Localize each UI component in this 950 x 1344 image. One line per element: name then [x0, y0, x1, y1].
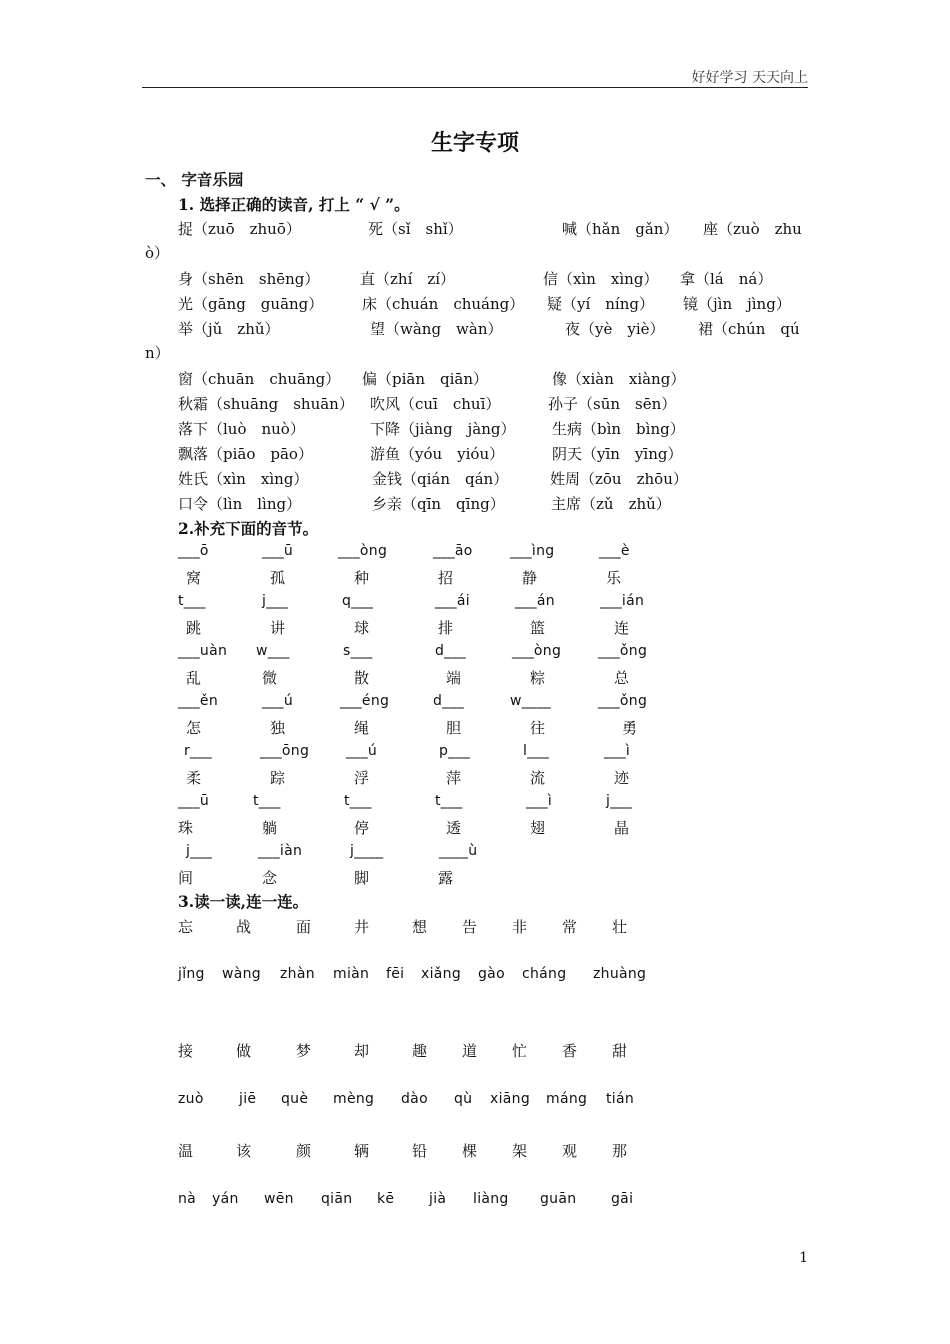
match-character: 架	[512, 1142, 528, 1160]
syllable-blank: ___ōng	[260, 743, 310, 759]
syllable-blank: ___ěn	[178, 693, 218, 709]
q1-wrap-continuation: ò）	[145, 244, 170, 262]
pinyin-choice: 孙子（sūn sēn）	[548, 395, 677, 413]
match-character: 却	[354, 1042, 370, 1060]
syllable-blank: j___	[262, 593, 289, 609]
match-pinyin: fēi	[386, 966, 405, 982]
character: 排	[438, 619, 454, 637]
match-pinyin: xiāng	[490, 1091, 531, 1107]
character: 种	[354, 569, 370, 587]
syllable-blank: ___ū	[178, 793, 210, 809]
header-motto: 好好学习 天天向上	[691, 70, 808, 86]
match-pinyin: liàng	[473, 1191, 509, 1207]
match-pinyin: qiān	[321, 1191, 353, 1207]
pinyin-choice: 床（chuán chuáng）	[362, 295, 525, 313]
match-character: 忘	[178, 918, 194, 936]
character: 乐	[606, 569, 622, 587]
pinyin-choice: 阴天（yīn yīng）	[552, 445, 683, 463]
match-character: 接	[178, 1042, 194, 1060]
character: 念	[262, 869, 278, 887]
match-pinyin: cháng	[522, 966, 567, 982]
match-character: 告	[462, 918, 478, 936]
character: 讲	[270, 619, 286, 637]
syllable-blank: ___án	[515, 593, 555, 609]
syllable-blank: ___òng	[512, 643, 562, 659]
match-character: 梦	[296, 1042, 312, 1060]
match-pinyin: guān	[540, 1191, 577, 1207]
syllable-blank: ___ǒng	[598, 643, 648, 659]
page-title: 生字专项	[430, 130, 519, 156]
syllable-blank: w____	[510, 693, 551, 709]
syllable-blank: ___āo	[433, 543, 473, 559]
character: 停	[354, 819, 370, 837]
character: 胆	[446, 719, 462, 737]
match-character: 该	[236, 1142, 252, 1160]
match-pinyin: dào	[401, 1091, 428, 1107]
pinyin-choice: 下降（jiàng jàng）	[370, 420, 516, 438]
pinyin-choice: 窗（chuān chuāng）	[178, 370, 341, 388]
pinyin-choice: 拿（lá ná）	[680, 270, 773, 288]
syllable-blank: d___	[433, 693, 465, 709]
syllable-blank: ___ái	[435, 593, 470, 609]
syllable-blank: t___	[253, 793, 281, 809]
character: 端	[446, 669, 462, 687]
match-character: 棵	[462, 1142, 478, 1160]
character: 翅	[530, 819, 546, 837]
match-character: 忙	[512, 1042, 528, 1060]
character: 晶	[614, 819, 630, 837]
page-number: 1	[799, 1250, 808, 1266]
match-pinyin: gāi	[611, 1191, 634, 1207]
syllable-blank: ___ú	[346, 743, 378, 759]
match-pinyin: yán	[212, 1191, 239, 1207]
match-pinyin: què	[281, 1091, 309, 1107]
syllable-blank: ___òng	[338, 543, 388, 559]
pinyin-choice: 镜（jìn jìng）	[683, 295, 791, 313]
pinyin-choice: 落下（luò nuò）	[178, 420, 305, 438]
syllable-blank: j___	[186, 843, 213, 859]
syllable-blank: ___ū	[262, 543, 294, 559]
q1-wrap-continuation: n）	[145, 344, 170, 362]
match-pinyin: jǐng	[178, 966, 205, 982]
match-character: 战	[236, 918, 252, 936]
match-character: 常	[562, 918, 578, 936]
match-pinyin: jià	[429, 1191, 447, 1207]
match-pinyin: qù	[454, 1091, 473, 1107]
pinyin-choice: 夜（yè yiè）	[565, 320, 665, 338]
match-character: 道	[462, 1042, 478, 1060]
character: 柔	[186, 769, 202, 787]
question-3-label: 3.读一读,连一连。	[178, 892, 309, 911]
pinyin-choice: 游鱼（yóu yióu）	[370, 445, 505, 463]
character: 脚	[354, 869, 370, 887]
character: 乱	[186, 669, 202, 687]
pinyin-choice: 信（xìn xìng）	[543, 270, 659, 288]
pinyin-choice: 偏（piān qiān）	[362, 370, 489, 388]
syllable-blank: ___ìng	[510, 543, 555, 559]
match-character: 趣	[412, 1042, 428, 1060]
pinyin-choice: 口令（lìn lìng）	[178, 495, 302, 513]
character: 独	[270, 719, 286, 737]
question-1-label: 1. 选择正确的读音, 打上 “ √ ”。	[178, 195, 410, 214]
character: 往	[530, 719, 546, 737]
character: 粽	[530, 669, 546, 687]
match-character: 壮	[612, 918, 628, 936]
character: 浮	[354, 769, 370, 787]
syllable-blank: ___uàn	[178, 643, 228, 659]
question-2-label: 2.补充下面的音节。	[178, 519, 319, 538]
match-pinyin: nà	[178, 1191, 197, 1207]
syllable-blank: j___	[606, 793, 633, 809]
match-character: 观	[562, 1142, 578, 1160]
syllable-blank: p___	[439, 743, 471, 759]
pinyin-choice: 主席（zǔ zhǔ）	[551, 495, 671, 513]
character: 躺	[262, 819, 278, 837]
pinyin-choice: 光（gāng guāng）	[178, 295, 324, 313]
pinyin-choice: 乡亲（qīn qīng）	[372, 495, 505, 513]
syllable-blank: ___ì	[604, 743, 631, 759]
syllable-blank: t___	[435, 793, 463, 809]
character: 静	[522, 569, 538, 587]
pinyin-choice: 金钱（qián qán）	[372, 470, 509, 488]
match-character: 井	[354, 918, 370, 936]
syllable-blank: ___iàn	[258, 843, 303, 859]
match-character: 甜	[612, 1042, 628, 1060]
syllable-blank: t___	[344, 793, 372, 809]
character: 间	[178, 869, 194, 887]
syllable-blank: l___	[523, 743, 550, 759]
character: 透	[446, 819, 462, 837]
pinyin-choice: 疑（yí níng）	[547, 295, 654, 313]
syllable-blank: d___	[435, 643, 467, 659]
pinyin-choice: 死（sǐ shǐ）	[368, 220, 463, 238]
syllable-blank: ___ì	[526, 793, 553, 809]
pinyin-choice: 望（wàng wàn）	[370, 320, 503, 338]
character: 总	[614, 669, 630, 687]
character: 散	[354, 669, 370, 687]
syllable-blank: ___ú	[262, 693, 294, 709]
syllable-blank: r___	[184, 743, 212, 759]
syllable-blank: q___	[342, 593, 374, 609]
character: 迹	[614, 769, 630, 787]
syllable-blank: s___	[343, 643, 373, 659]
match-character: 那	[612, 1142, 628, 1160]
pinyin-choice: 像（xiàn xiàng）	[552, 370, 686, 388]
syllable-blank: ___è	[599, 543, 630, 559]
character: 跳	[186, 619, 202, 637]
match-character: 非	[512, 918, 528, 936]
character: 球	[354, 619, 370, 637]
match-pinyin: mèng	[333, 1091, 375, 1107]
header-divider	[142, 87, 808, 88]
character: 绳	[354, 719, 370, 737]
pinyin-choice: 裙（chún qú	[698, 320, 800, 338]
section-heading: 一、 字音乐园	[145, 170, 244, 189]
character: 篮	[530, 619, 546, 637]
match-pinyin: miàn	[333, 966, 370, 982]
match-pinyin: kē	[377, 1191, 395, 1207]
match-pinyin: zuò	[178, 1091, 204, 1107]
pinyin-choice: 姓氏（xìn xìng）	[178, 470, 309, 488]
match-character: 做	[236, 1042, 252, 1060]
syllable-blank: ____ù	[439, 843, 478, 859]
character: 流	[530, 769, 546, 787]
pinyin-choice: 直（zhí zí）	[360, 270, 456, 288]
match-pinyin: tián	[606, 1091, 635, 1107]
character: 萍	[446, 769, 462, 787]
match-character: 辆	[354, 1142, 370, 1160]
match-pinyin: jiē	[239, 1091, 257, 1107]
match-character: 温	[178, 1142, 194, 1160]
syllable-blank: ___ǒng	[598, 693, 648, 709]
character: 珠	[178, 819, 194, 837]
syllable-blank: w___	[256, 643, 290, 659]
match-pinyin: xiǎng	[421, 966, 462, 982]
pinyin-choice: 飘落（piāo pāo）	[178, 445, 313, 463]
match-character: 铅	[412, 1142, 428, 1160]
match-character: 香	[562, 1042, 578, 1060]
character: 勇	[622, 719, 638, 737]
character: 招	[438, 569, 454, 587]
character: 踪	[270, 769, 286, 787]
match-character: 面	[296, 918, 312, 936]
match-pinyin: zhuàng	[593, 966, 647, 982]
pinyin-choice: 喊（hǎn gǎn）	[562, 220, 679, 238]
character: 孤	[270, 569, 286, 587]
pinyin-choice: 座（zuò zhu	[703, 220, 802, 238]
character: 怎	[186, 719, 202, 737]
pinyin-choice: 姓周（zōu zhōu）	[550, 470, 688, 488]
match-character: 颜	[296, 1142, 312, 1160]
syllable-blank: ___ián	[600, 593, 645, 609]
pinyin-choice: 身（shēn shēng）	[178, 270, 320, 288]
pinyin-choice: 捉（zuō zhuō）	[178, 220, 301, 238]
character: 露	[438, 869, 454, 887]
character: 连	[614, 619, 630, 637]
syllable-blank: j____	[350, 843, 384, 859]
syllable-blank: ___ō	[178, 543, 209, 559]
syllable-blank: ___éng	[340, 693, 390, 709]
character: 微	[262, 669, 278, 687]
syllable-blank: t___	[178, 593, 206, 609]
pinyin-choice: 秋霜（shuāng shuān）	[178, 395, 354, 413]
pinyin-choice: 生病（bìn bìng）	[552, 420, 685, 438]
pinyin-choice: 举（jǔ zhǔ）	[178, 320, 280, 338]
match-pinyin: wàng	[222, 966, 261, 982]
match-pinyin: zhàn	[280, 966, 315, 982]
match-pinyin: wēn	[264, 1191, 294, 1207]
match-pinyin: máng	[546, 1091, 588, 1107]
match-character: 想	[412, 918, 428, 936]
match-pinyin: gào	[478, 966, 505, 982]
pinyin-choice: 吹风（cuī chuī）	[370, 395, 501, 413]
character: 窝	[186, 569, 202, 587]
